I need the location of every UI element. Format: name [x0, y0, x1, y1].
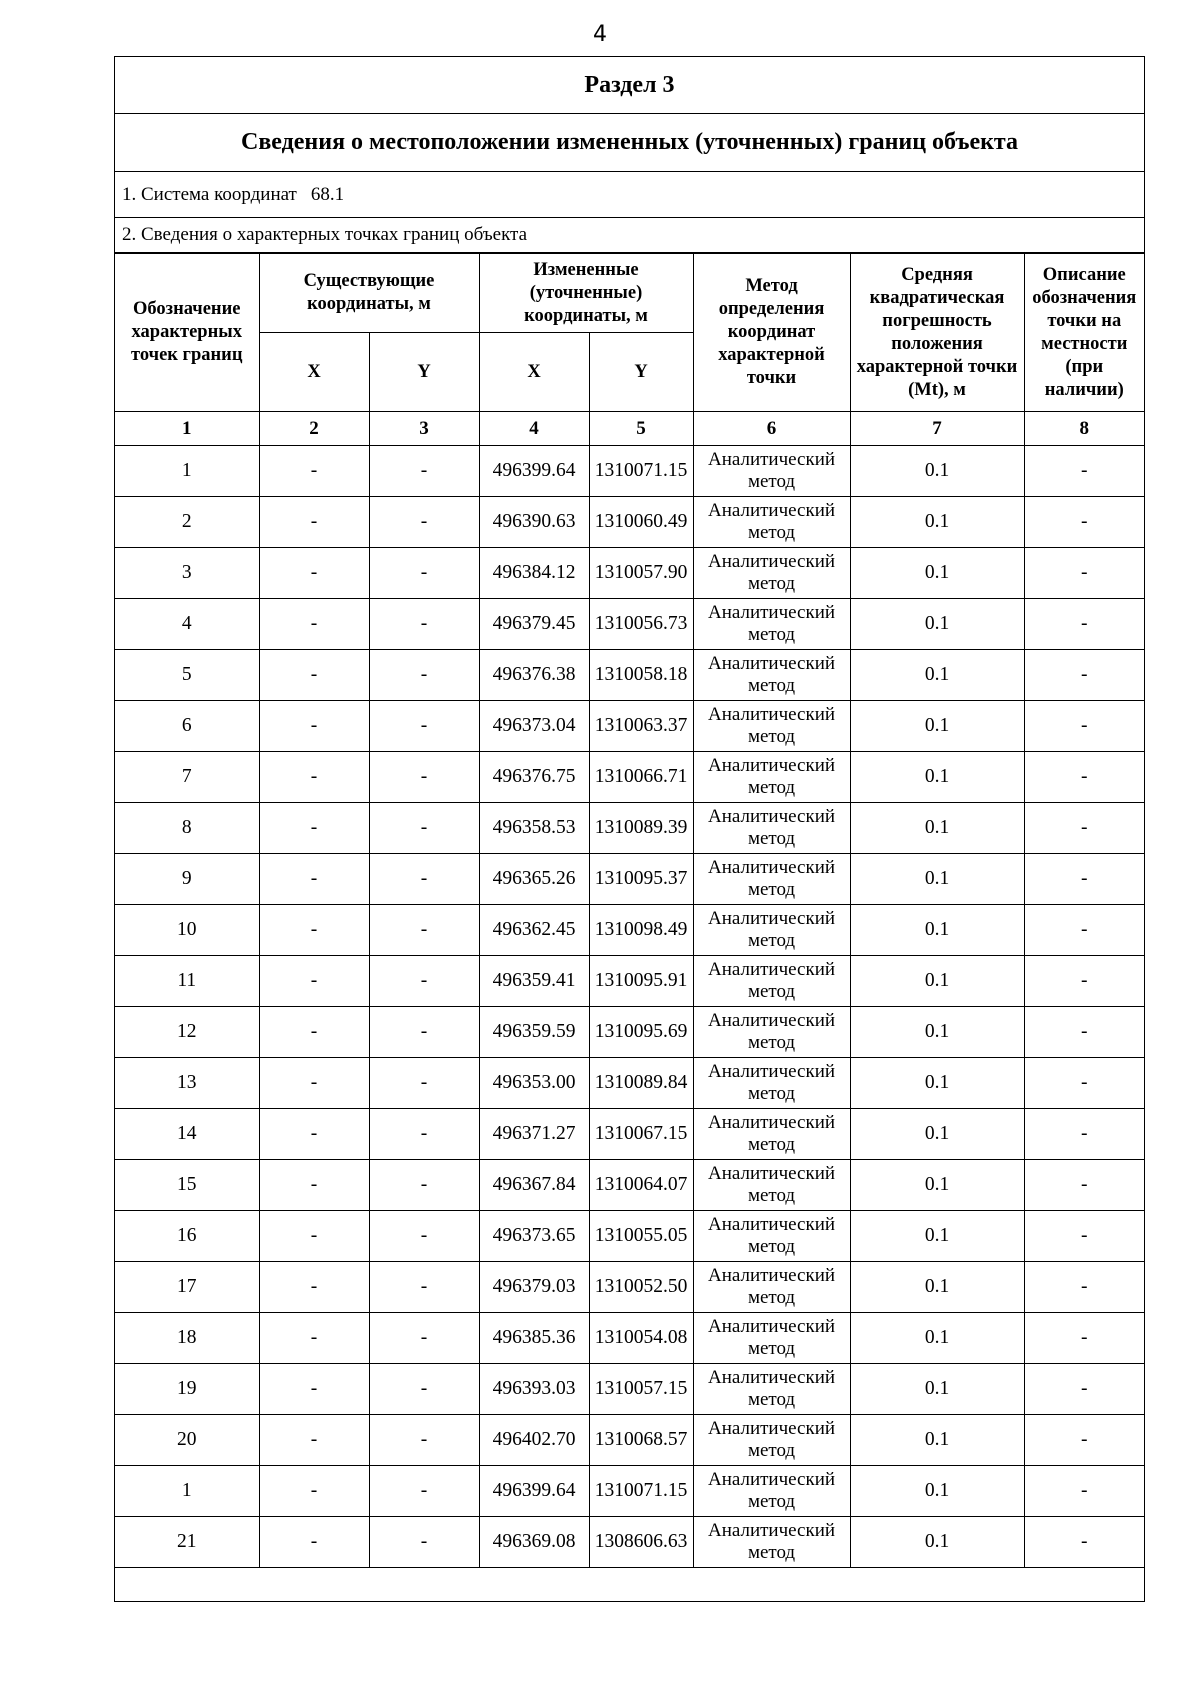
point-number-cell: 1 — [115, 1466, 259, 1517]
method-line-1: Аналитический — [707, 1214, 836, 1235]
method-cell — [693, 803, 850, 854]
section-title: Раздел 3 — [115, 57, 1144, 114]
column-number: 5 — [589, 412, 693, 446]
changed-y-cell: 1310089.84 — [589, 1058, 693, 1109]
changed-x-cell: 496399.64 — [479, 446, 589, 497]
existing-y-cell: - — [369, 497, 479, 548]
existing-x-cell: - — [259, 803, 369, 854]
changed-y-cell: 1310056.73 — [589, 599, 693, 650]
existing-y-cell: - — [369, 1466, 479, 1517]
error-cell: 0.1 — [850, 650, 1024, 701]
changed-y-cell: 1310095.69 — [589, 1007, 693, 1058]
point-number-cell: 8 — [115, 803, 259, 854]
table-row — [115, 1262, 1144, 1313]
description-cell: - — [1024, 701, 1144, 752]
existing-y-cell: - — [369, 854, 479, 905]
error-cell: 0.1 — [850, 1466, 1024, 1517]
column-number: 1 — [115, 412, 259, 446]
method-line-2: метод — [747, 777, 796, 798]
changed-y-cell: 1310095.91 — [589, 956, 693, 1007]
method-line-1: Аналитический — [707, 551, 836, 572]
existing-y-cell: - — [369, 1109, 479, 1160]
method-line-2: метод — [747, 1134, 796, 1155]
description-cell: - — [1024, 1007, 1144, 1058]
changed-x-cell: 496371.27 — [479, 1109, 589, 1160]
changed-x-cell: 496362.45 — [479, 905, 589, 956]
table-row — [115, 803, 1144, 854]
method-line-1: Аналитический — [707, 1010, 836, 1031]
method-line-1: Аналитический — [707, 1112, 836, 1133]
description-cell: - — [1024, 1058, 1144, 1109]
changed-y-cell: 1310055.05 — [589, 1211, 693, 1262]
existing-y-cell: - — [369, 1415, 479, 1466]
changed-y-cell: 1310058.18 — [589, 650, 693, 701]
point-number-cell: 3 — [115, 548, 259, 599]
existing-x-cell: - — [259, 854, 369, 905]
existing-x-cell: - — [259, 1415, 369, 1466]
header-description: Описание обозначения точки на местности (при наличии) — [1024, 254, 1144, 412]
header-designation: Обозначение характерных точек границ — [115, 254, 259, 412]
section-frame — [114, 56, 1145, 1602]
boundary-points-table — [115, 253, 1144, 1568]
method-line-2: метод — [747, 1287, 796, 1308]
changed-y-cell: 1308606.63 — [589, 1517, 693, 1568]
description-cell: - — [1024, 650, 1144, 701]
table-row — [115, 599, 1144, 650]
error-cell: 0.1 — [850, 1211, 1024, 1262]
description-cell: - — [1024, 497, 1144, 548]
existing-y-cell: - — [369, 446, 479, 497]
error-cell: 0.1 — [850, 1415, 1024, 1466]
existing-y-cell: - — [369, 599, 479, 650]
changed-y-cell: 1310095.37 — [589, 854, 693, 905]
changed-x-cell: 496365.26 — [479, 854, 589, 905]
table-row — [115, 1313, 1144, 1364]
changed-x-cell: 496373.04 — [479, 701, 589, 752]
column-number: 6 — [693, 412, 850, 446]
description-cell: - — [1024, 905, 1144, 956]
changed-y-cell: 1310071.15 — [589, 446, 693, 497]
existing-x-cell: - — [259, 1364, 369, 1415]
point-number-cell: 13 — [115, 1058, 259, 1109]
existing-y-cell: - — [369, 1007, 479, 1058]
method-line-1: Аналитический — [707, 755, 836, 776]
table-row — [115, 446, 1144, 497]
method-line-1: Аналитический — [707, 908, 836, 929]
table-row — [115, 548, 1144, 599]
method-line-2: метод — [747, 726, 796, 747]
changed-y-cell: 1310064.07 — [589, 1160, 693, 1211]
existing-y-cell: - — [369, 1160, 479, 1211]
description-cell: - — [1024, 752, 1144, 803]
column-number: 2 — [259, 412, 369, 446]
table-row — [115, 1466, 1144, 1517]
table-row — [115, 1160, 1144, 1211]
method-line-2: метод — [747, 1083, 796, 1104]
method-cell — [693, 1211, 850, 1262]
method-cell — [693, 854, 850, 905]
existing-y-cell: - — [369, 701, 479, 752]
error-cell: 0.1 — [850, 701, 1024, 752]
column-number: 3 — [369, 412, 479, 446]
method-line-2: метод — [747, 1491, 796, 1512]
changed-x-cell: 496402.70 — [479, 1415, 589, 1466]
table-row — [115, 497, 1144, 548]
error-cell: 0.1 — [850, 956, 1024, 1007]
point-number-cell: 19 — [115, 1364, 259, 1415]
method-line-1: Аналитический — [707, 653, 836, 674]
method-line-2: метод — [747, 573, 796, 594]
description-cell: - — [1024, 599, 1144, 650]
table-row — [115, 1058, 1144, 1109]
error-cell: 0.1 — [850, 1313, 1024, 1364]
existing-y-cell: - — [369, 1313, 479, 1364]
method-cell — [693, 1313, 850, 1364]
description-cell: - — [1024, 446, 1144, 497]
coordinate-system-value: 68.1 — [310, 183, 345, 205]
existing-y-cell: - — [369, 803, 479, 854]
changed-y-cell: 1310057.90 — [589, 548, 693, 599]
error-cell: 0.1 — [850, 548, 1024, 599]
changed-x-cell: 496353.00 — [479, 1058, 589, 1109]
method-line-1: Аналитический — [707, 1520, 836, 1541]
point-number-cell: 17 — [115, 1262, 259, 1313]
method-cell — [693, 599, 850, 650]
error-cell: 0.1 — [850, 752, 1024, 803]
point-number-cell: 20 — [115, 1415, 259, 1466]
error-cell: 0.1 — [850, 599, 1024, 650]
error-cell: 0.1 — [850, 1364, 1024, 1415]
method-line-1: Аналитический — [707, 1316, 836, 1337]
existing-y-cell: - — [369, 1262, 479, 1313]
header-existing-coords: Существующие координаты, м — [259, 254, 479, 333]
existing-x-cell: - — [259, 752, 369, 803]
method-line-2: метод — [747, 1542, 796, 1563]
error-cell: 0.1 — [850, 854, 1024, 905]
method-cell — [693, 1160, 850, 1211]
description-cell: - — [1024, 1517, 1144, 1568]
method-line-2: метод — [747, 522, 796, 543]
changed-y-cell: 1310089.39 — [589, 803, 693, 854]
existing-x-cell: - — [259, 1109, 369, 1160]
description-cell: - — [1024, 803, 1144, 854]
column-number-row — [115, 412, 1144, 446]
error-cell: 0.1 — [850, 497, 1024, 548]
table-row — [115, 1007, 1144, 1058]
description-cell: - — [1024, 548, 1144, 599]
method-cell — [693, 650, 850, 701]
existing-y-cell: - — [369, 1211, 479, 1262]
header-existing-x: X — [259, 333, 369, 412]
error-cell: 0.1 — [850, 1058, 1024, 1109]
method-line-1: Аналитический — [707, 1469, 836, 1490]
description-cell: - — [1024, 1160, 1144, 1211]
method-line-2: метод — [747, 1389, 796, 1410]
method-line-2: метод — [747, 1185, 796, 1206]
changed-y-cell: 1310060.49 — [589, 497, 693, 548]
method-cell — [693, 1466, 850, 1517]
changed-x-cell: 496369.08 — [479, 1517, 589, 1568]
existing-x-cell: - — [259, 1313, 369, 1364]
description-cell: - — [1024, 1109, 1144, 1160]
method-line-2: метод — [747, 1236, 796, 1257]
method-line-2: метод — [747, 879, 796, 900]
changed-x-cell: 496376.38 — [479, 650, 589, 701]
existing-x-cell: - — [259, 497, 369, 548]
table-footer-row — [115, 1568, 1144, 1596]
changed-x-cell: 496358.53 — [479, 803, 589, 854]
table-row — [115, 905, 1144, 956]
method-cell — [693, 1058, 850, 1109]
point-number-cell: 10 — [115, 905, 259, 956]
table-row — [115, 701, 1144, 752]
existing-y-cell: - — [369, 905, 479, 956]
changed-x-cell: 496376.75 — [479, 752, 589, 803]
method-line-1: Аналитический — [707, 806, 836, 827]
changed-x-cell: 496390.63 — [479, 497, 589, 548]
table-row — [115, 854, 1144, 905]
column-number: 4 — [479, 412, 589, 446]
column-number: 8 — [1024, 412, 1144, 446]
method-line-2: метод — [747, 1338, 796, 1359]
description-cell: - — [1024, 956, 1144, 1007]
method-line-2: метод — [747, 930, 796, 951]
method-cell — [693, 1109, 850, 1160]
existing-x-cell: - — [259, 1262, 369, 1313]
changed-y-cell: 1310071.15 — [589, 1466, 693, 1517]
points-info-row — [115, 218, 1144, 253]
method-line-1: Аналитический — [707, 1163, 836, 1184]
method-line-2: метод — [747, 1032, 796, 1053]
existing-y-cell: - — [369, 1058, 479, 1109]
method-cell — [693, 752, 850, 803]
table-row — [115, 752, 1144, 803]
page-number: 4 — [593, 22, 607, 47]
existing-y-cell: - — [369, 752, 479, 803]
method-line-1: Аналитический — [707, 959, 836, 980]
method-line-1: Аналитический — [707, 857, 836, 878]
changed-y-cell: 1310063.37 — [589, 701, 693, 752]
table-row — [115, 650, 1144, 701]
header-existing-y: Y — [369, 333, 479, 412]
method-line-2: метод — [747, 1440, 796, 1461]
changed-y-cell: 1310052.50 — [589, 1262, 693, 1313]
changed-x-cell: 496399.64 — [479, 1466, 589, 1517]
header-changed-coords: Измененные (уточненные) координаты, м — [479, 254, 693, 333]
existing-x-cell: - — [259, 599, 369, 650]
changed-y-cell: 1310067.15 — [589, 1109, 693, 1160]
description-cell: - — [1024, 1466, 1144, 1517]
changed-x-cell: 496379.03 — [479, 1262, 589, 1313]
error-cell: 0.1 — [850, 1109, 1024, 1160]
method-cell — [693, 497, 850, 548]
existing-x-cell: - — [259, 1466, 369, 1517]
point-number-cell: 5 — [115, 650, 259, 701]
error-cell: 0.1 — [850, 1160, 1024, 1211]
method-line-1: Аналитический — [707, 1265, 836, 1286]
point-number-cell: 21 — [115, 1517, 259, 1568]
method-cell — [693, 1415, 850, 1466]
header-changed-y: Y — [589, 333, 693, 412]
method-line-1: Аналитический — [707, 1061, 836, 1082]
method-line-2: метод — [747, 828, 796, 849]
changed-x-cell: 496367.84 — [479, 1160, 589, 1211]
existing-y-cell: - — [369, 650, 479, 701]
error-cell: 0.1 — [850, 446, 1024, 497]
existing-x-cell: - — [259, 905, 369, 956]
existing-x-cell: - — [259, 1211, 369, 1262]
method-line-2: метод — [747, 624, 796, 645]
method-line-1: Аналитический — [707, 602, 836, 623]
changed-x-cell: 496385.36 — [479, 1313, 589, 1364]
existing-x-cell: - — [259, 1160, 369, 1211]
description-cell: - — [1024, 1415, 1144, 1466]
method-line-1: Аналитический — [707, 449, 836, 470]
error-cell: 0.1 — [850, 1517, 1024, 1568]
existing-y-cell: - — [369, 1364, 479, 1415]
existing-x-cell: - — [259, 1007, 369, 1058]
method-cell — [693, 701, 850, 752]
description-cell: - — [1024, 1364, 1144, 1415]
column-number: 7 — [850, 412, 1024, 446]
point-number-cell: 12 — [115, 1007, 259, 1058]
point-number-cell: 6 — [115, 701, 259, 752]
table-row — [115, 956, 1144, 1007]
method-cell — [693, 956, 850, 1007]
method-cell — [693, 446, 850, 497]
method-line-2: метод — [747, 675, 796, 696]
existing-x-cell: - — [259, 701, 369, 752]
method-cell — [693, 548, 850, 599]
coordinate-system-label: 1. Система координат — [122, 183, 297, 205]
changed-x-cell: 496384.12 — [479, 548, 589, 599]
table-row — [115, 1109, 1144, 1160]
method-cell — [693, 1262, 850, 1313]
changed-y-cell: 1310098.49 — [589, 905, 693, 956]
changed-y-cell: 1310068.57 — [589, 1415, 693, 1466]
changed-y-cell: 1310057.15 — [589, 1364, 693, 1415]
existing-x-cell: - — [259, 956, 369, 1007]
changed-x-cell: 496359.59 — [479, 1007, 589, 1058]
existing-x-cell: - — [259, 548, 369, 599]
point-number-cell: 2 — [115, 497, 259, 548]
error-cell: 0.1 — [850, 1007, 1024, 1058]
point-number-cell: 14 — [115, 1109, 259, 1160]
header-changed-x: X — [479, 333, 589, 412]
method-cell — [693, 1364, 850, 1415]
point-number-cell: 11 — [115, 956, 259, 1007]
point-number-cell: 7 — [115, 752, 259, 803]
existing-y-cell: - — [369, 548, 479, 599]
table-row — [115, 1364, 1144, 1415]
method-line-2: метод — [747, 471, 796, 492]
changed-x-cell: 496373.65 — [479, 1211, 589, 1262]
section-subtitle: Сведения о местоположении измененных (уточненных) границ объекта — [115, 114, 1144, 172]
changed-y-cell: 1310054.08 — [589, 1313, 693, 1364]
points-info-label: 2. Сведения о характерных точках границ объекта — [122, 224, 528, 245]
method-line-1: Аналитический — [707, 1418, 836, 1439]
point-number-cell: 16 — [115, 1211, 259, 1262]
header-method: Метод определения координат характерной точки — [693, 254, 850, 412]
point-number-cell: 1 — [115, 446, 259, 497]
existing-x-cell: - — [259, 446, 369, 497]
error-cell: 0.1 — [850, 803, 1024, 854]
method-line-1: Аналитический — [707, 704, 836, 725]
method-cell — [693, 905, 850, 956]
description-cell: - — [1024, 1262, 1144, 1313]
existing-x-cell: - — [259, 650, 369, 701]
coordinate-system-row — [115, 172, 1144, 218]
error-cell: 0.1 — [850, 905, 1024, 956]
changed-x-cell: 496359.41 — [479, 956, 589, 1007]
existing-y-cell: - — [369, 956, 479, 1007]
method-cell — [693, 1517, 850, 1568]
table-row — [115, 1517, 1144, 1568]
point-number-cell: 9 — [115, 854, 259, 905]
description-cell: - — [1024, 1211, 1144, 1262]
point-number-cell: 18 — [115, 1313, 259, 1364]
description-cell: - — [1024, 1313, 1144, 1364]
changed-y-cell: 1310066.71 — [589, 752, 693, 803]
point-number-cell: 15 — [115, 1160, 259, 1211]
changed-x-cell: 496379.45 — [479, 599, 589, 650]
table-row — [115, 1211, 1144, 1262]
method-line-2: метод — [747, 981, 796, 1002]
method-line-1: Аналитический — [707, 1367, 836, 1388]
point-number-cell: 4 — [115, 599, 259, 650]
method-line-1: Аналитический — [707, 500, 836, 521]
table-row — [115, 1415, 1144, 1466]
error-cell: 0.1 — [850, 1262, 1024, 1313]
existing-x-cell: - — [259, 1058, 369, 1109]
changed-x-cell: 496393.03 — [479, 1364, 589, 1415]
method-cell — [693, 1007, 850, 1058]
description-cell: - — [1024, 854, 1144, 905]
existing-y-cell: - — [369, 1517, 479, 1568]
existing-x-cell: - — [259, 1517, 369, 1568]
header-error: Средняя квадратическая погрешность положения характерной точки (Mt), м — [850, 254, 1024, 412]
